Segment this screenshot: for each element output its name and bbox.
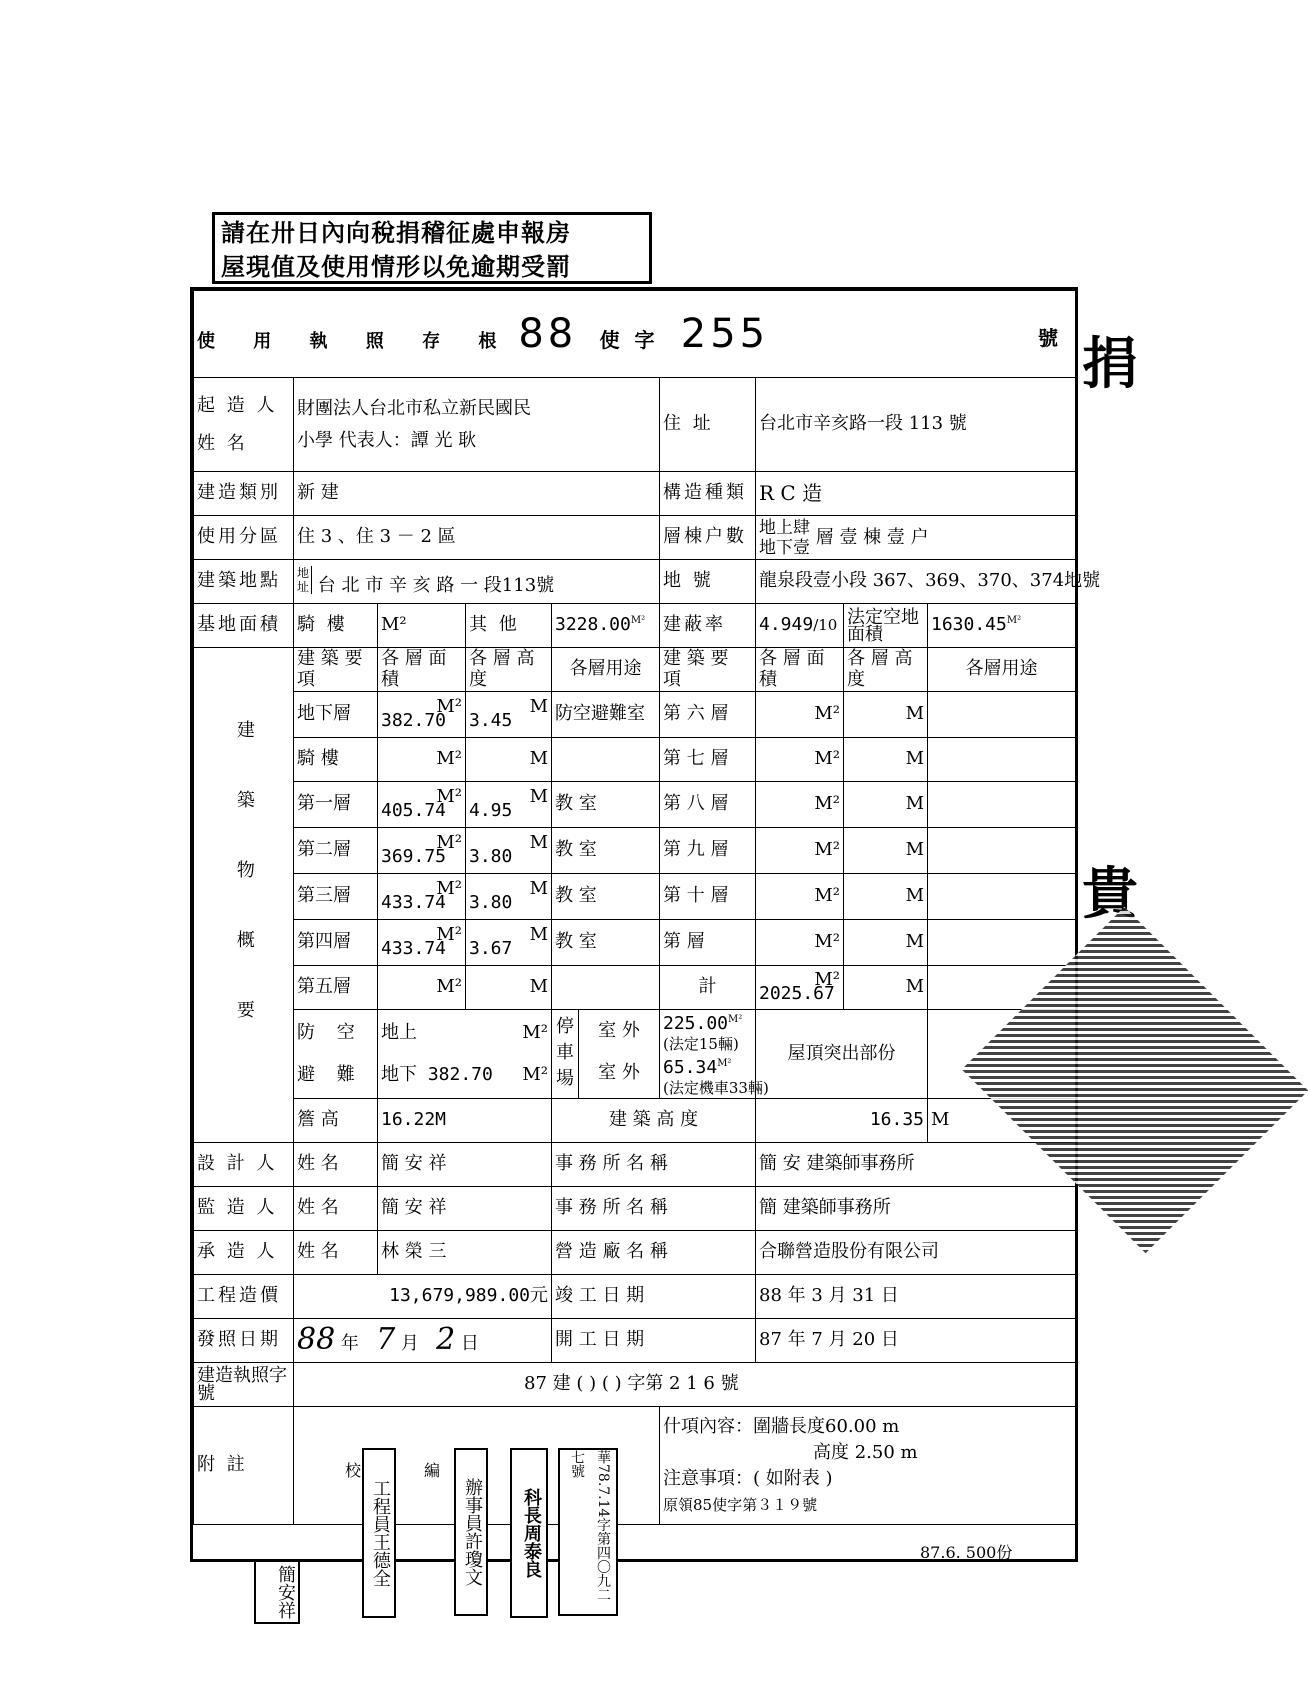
start-date-label: 開 工 日 期 — [552, 1319, 756, 1363]
open-space-value: 1630.45 — [931, 614, 1007, 636]
outdoor-values: $225.00^{M^2}$ (法定15輛) $65.34^{M^2}$ (法定機車33輛) — [660, 1010, 756, 1099]
floor-height: M 3.45 — [466, 692, 552, 738]
outdoor-1-note: (法定15輛) — [663, 1035, 739, 1053]
floor-height-right: M — [844, 738, 928, 782]
floor-item: 地下層 — [294, 692, 378, 738]
floor-use: 防空避難室 — [552, 692, 660, 738]
contractor-name: 林 榮 三 — [378, 1231, 552, 1275]
floor-row — [194, 738, 1076, 782]
site-label: 建築地點 — [194, 560, 294, 604]
floor-height-right: M — [844, 692, 928, 738]
floor-area-right: M² — [756, 692, 844, 738]
applicant-name — [294, 378, 660, 472]
header-height-left: 各 層 高 度 — [466, 648, 552, 692]
permit-year: 88 — [518, 311, 578, 357]
site-prefix: 地址 — [297, 566, 312, 594]
seal-stamp: 簡安祥 — [254, 1560, 300, 1624]
floor-height: M 3.80 — [466, 828, 552, 874]
right-edge-fragment-1: 捐 — [1082, 331, 1138, 397]
floors-rest: 層 壹 棟 壹 户 — [815, 526, 929, 548]
applicant-label: 起 造 人 姓 名 — [194, 378, 294, 472]
supervisor-office: 簡 建築師事務所 — [756, 1187, 1076, 1231]
complete-date: 88 年 3 月 31 日 — [756, 1275, 1076, 1319]
roof-label: 屋頂突出部份 — [756, 1010, 928, 1099]
notice-line-1: 請在卅日內向稅捐稽征處申報房 — [221, 218, 571, 247]
total-label: 計 — [660, 966, 756, 1010]
address-label: 住 址 — [660, 378, 756, 472]
issue-date-label: 發照日期 — [194, 1319, 294, 1363]
lot-value: 龍泉段壹小段 367、369、370、374地號 — [756, 560, 1076, 604]
print-info: 87.6. 500份 — [920, 1543, 1013, 1562]
right-edge-fragment-2: 貴 — [1082, 861, 1138, 927]
contractor-name-label: 姓 名 — [294, 1231, 378, 1275]
fifth-floor-item: 第五層 — [294, 966, 378, 1010]
floor-area-right: M² — [756, 920, 844, 966]
floor-use-right — [928, 920, 1076, 966]
parking-label: 停車場 — [552, 1010, 579, 1098]
other-unit: M² — [630, 615, 646, 627]
floor-use: 教 室 — [552, 828, 660, 874]
contractor-firm-label: 營 造 廠 名 稱 — [552, 1231, 756, 1275]
header-height-right: 各 層 高 度 — [844, 648, 928, 692]
designer-office-label: 事 務 所 名 稱 — [552, 1143, 756, 1187]
floor-height: M — [466, 738, 552, 782]
floor-area: M² 433.74 — [378, 874, 466, 920]
building-height-value: 16.35 — [756, 1099, 928, 1143]
permit-table — [193, 290, 1101, 1525]
fifth-floor-area: M² — [378, 966, 466, 1010]
edit-label: 編 — [424, 1461, 441, 1480]
shelter-label: 防 空 避 難 — [294, 1010, 378, 1099]
floor-area-right: M² — [756, 738, 844, 782]
floor-use: 教 室 — [552, 782, 660, 828]
header-item-right: 建 築 要 項 — [660, 648, 756, 692]
floor-item: 第一層 — [294, 782, 378, 828]
shelter-parking-row — [194, 1010, 1076, 1099]
designer-office: 簡 安 建築師事務所 — [756, 1143, 1076, 1187]
construction-type-value: 新 建 — [294, 472, 660, 516]
floor-area: M² 405.74 — [378, 782, 466, 828]
floor-row — [194, 782, 1076, 828]
floors-below: 地下壹 — [759, 537, 810, 558]
floor-item: 第三層 — [294, 874, 378, 920]
floor-height: M 4.95 — [466, 782, 552, 828]
floor-row — [194, 692, 1076, 738]
eave-label: 簷 高 — [294, 1099, 378, 1143]
parking-cell — [552, 1010, 660, 1099]
floor-item: 騎 樓 — [294, 738, 378, 782]
contractor-label: 承 造 人 — [194, 1231, 294, 1275]
notes-line-1: 什項內容：圍牆長度60.00 m — [663, 1415, 900, 1437]
floor-item-right: 第 層 — [660, 920, 756, 966]
floor-height-right: M — [844, 874, 928, 920]
other-label: 其 他 — [466, 604, 552, 648]
zone-value: 住 3 、住 3 － 2 區 — [294, 516, 660, 560]
stamp-section-chief: 科長周泰良 — [510, 1448, 548, 1618]
notes-line-3: 注意事項：( 如附表 ) — [663, 1467, 833, 1489]
floor-use-right — [928, 782, 1076, 828]
floor-item-right: 第 十 層 — [660, 874, 756, 920]
tax-notice-stamp — [212, 212, 652, 284]
issue-date: 88 年 7 月 2 日 — [294, 1319, 552, 1363]
zone-label: 使用分區 — [194, 516, 294, 560]
supervisor-name: 簡 安 祥 — [378, 1187, 552, 1231]
eave-row — [194, 1099, 1076, 1143]
notes-line-4: 原領85使字第３１９號 — [663, 1495, 818, 1514]
floor-area: M² 369.75 — [378, 828, 466, 874]
coverage-value-cell — [756, 604, 844, 648]
construction-type-label: 建造類別 — [194, 472, 294, 516]
other-value-cell — [552, 604, 660, 648]
floor-area-right: M² — [756, 828, 844, 874]
permit-char: 使 字 — [599, 328, 659, 352]
floor-height-right: M — [844, 828, 928, 874]
floor-item-right: 第 七 層 — [660, 738, 756, 782]
total-area: M² 2025.67 — [756, 966, 844, 1010]
permit-number-value: 87 建 ( ) ( ) 字第 2 1 6 號 — [294, 1363, 1076, 1407]
floor-height-right: M — [844, 782, 928, 828]
permit-number: 255 — [680, 311, 770, 357]
open-space-unit: M² — [1006, 615, 1022, 627]
floor-row — [194, 920, 1076, 966]
floor-height-right: M — [844, 920, 928, 966]
header-area-right: 各 層 面 積 — [756, 648, 844, 692]
floor-height: M 3.67 — [466, 920, 552, 966]
floor-row — [194, 874, 1076, 920]
notice-line-2: 屋現值及使用情形以免逾期受罰 — [221, 252, 571, 281]
coverage-denom: /10 — [813, 616, 838, 635]
floor-area-right: M² — [756, 782, 844, 828]
fifth-floor-use — [552, 966, 660, 1010]
floor-row-fifth — [194, 966, 1076, 1010]
coverage-value: 4.949 — [759, 614, 814, 636]
shelter-values — [378, 1010, 552, 1099]
floors-value — [756, 516, 1076, 560]
building-overview-label: 建築物概要 — [194, 648, 294, 1143]
start-date: 87 年 7 月 20 日 — [756, 1319, 1076, 1363]
other-value: 3228.00 — [555, 614, 631, 636]
header-use-left: 各層用途 — [552, 648, 660, 692]
designer-label: 設 計 人 — [194, 1143, 294, 1187]
fifth-floor-height: M — [466, 966, 552, 1010]
outdoor-2-note: (法定機車33輛) — [663, 1079, 769, 1097]
floor-use: 教 室 — [552, 920, 660, 966]
permit-number-label: 建造執照字號 — [194, 1363, 294, 1407]
complete-date-label: 竣 工 日 期 — [552, 1275, 756, 1319]
floor-area: M² — [378, 738, 466, 782]
stamp-clerk: 辦事員許瓊文 — [454, 1448, 488, 1616]
arcade-label: 騎 樓 — [294, 604, 378, 648]
cost-currency: 元 — [530, 1285, 548, 1307]
address-value: 台北市辛亥路一段 113 號 — [756, 378, 1076, 472]
shelter-below: 地下 382.70 M² — [381, 1064, 548, 1085]
arcade-value — [378, 604, 466, 648]
coverage-label: 建蔽率 — [660, 604, 756, 648]
total-height: M — [844, 966, 928, 1010]
header-area-left: 各 層 面 積 — [378, 648, 466, 692]
base-area-label: 基地面積 — [194, 604, 294, 648]
shelter-above: 地上 M² — [381, 1022, 548, 1043]
check-label: 校 — [345, 1461, 362, 1480]
floor-row — [194, 828, 1076, 874]
outdoor-1-value: 225.00 — [663, 1013, 729, 1034]
supervisor-name-label: 姓 名 — [294, 1187, 378, 1231]
outdoor-labels: 室 外 室 外 — [598, 1020, 640, 1083]
floor-item-right: 第 八 層 — [660, 782, 756, 828]
floor-use: 教 室 — [552, 874, 660, 920]
supervisor-label: 監 造 人 — [194, 1187, 294, 1231]
site-value — [294, 560, 660, 604]
notes-content — [660, 1407, 1076, 1525]
contractor-firm: 合聯營造股份有限公司 — [756, 1231, 1076, 1275]
building-height-unit: M — [928, 1099, 1076, 1143]
header-use-right: 各層用途 — [928, 648, 1076, 692]
structure-type-label: 構造種類 — [660, 472, 756, 516]
arcade-unit: M² — [381, 614, 407, 636]
cost-value-cell — [294, 1275, 552, 1319]
cost-value: 13,679,989.00 — [389, 1285, 530, 1307]
stamp-engineer: 工程員王德全 — [362, 1448, 396, 1618]
notes-line-2: 高度 2.50 m — [813, 1441, 918, 1463]
designer-name: 簡 安 祥 — [378, 1143, 552, 1187]
open-space-value-cell — [928, 604, 1076, 648]
form-title — [194, 291, 1076, 378]
floor-height: M 3.80 — [466, 874, 552, 920]
usage-permit-form — [190, 287, 1101, 1562]
floor-use-right — [928, 828, 1076, 874]
eave-value: 16.22M — [378, 1099, 552, 1143]
structure-type-value: R C 造 — [756, 472, 1076, 516]
header-item-left: 建 築 要 項 — [294, 648, 378, 692]
open-space-label: 法定空地面積 — [844, 604, 928, 648]
floor-item-right: 第 六 層 — [660, 692, 756, 738]
cost-label: 工程造價 — [194, 1275, 294, 1319]
notes-label: 附 註 — [194, 1407, 294, 1525]
supervisor-office-label: 事 務 所 名 稱 — [552, 1187, 756, 1231]
floors-above: 地上肆 — [759, 517, 810, 538]
floor-use-right — [928, 874, 1076, 920]
stamp-approval: 華78.7.14字第四〇九二七號 — [558, 1448, 618, 1616]
outdoor-2-value: 65.34 — [663, 1057, 718, 1078]
floor-item: 第四層 — [294, 920, 378, 966]
floors-label: 層棟户數 — [660, 516, 756, 560]
floor-use — [552, 738, 660, 782]
applicant-name-line-1: 財團法人台北市私立新民國民 — [297, 397, 531, 419]
permit-suffix: 號 — [1038, 326, 1063, 350]
designer-name-label: 姓 名 — [294, 1143, 378, 1187]
title-text: 使 用 執 照 存 根 — [197, 331, 513, 352]
applicant-name-line-2: 小學 代表人：譚 光 耿 — [297, 429, 477, 451]
building-height-label: 建 築 高 度 — [552, 1099, 756, 1143]
floor-area: M² 433.74 — [378, 920, 466, 966]
floor-item: 第二層 — [294, 828, 378, 874]
lot-label: 地 號 — [660, 560, 756, 604]
floor-area: M² 382.70 — [378, 692, 466, 738]
floor-use-right — [928, 692, 1076, 738]
floor-area-right: M² — [756, 874, 844, 920]
floor-use-right — [928, 738, 1076, 782]
floor-item-right: 第 九 層 — [660, 828, 756, 874]
site-address: 台 北 市 辛 亥 路 一 段113號 — [317, 575, 555, 597]
